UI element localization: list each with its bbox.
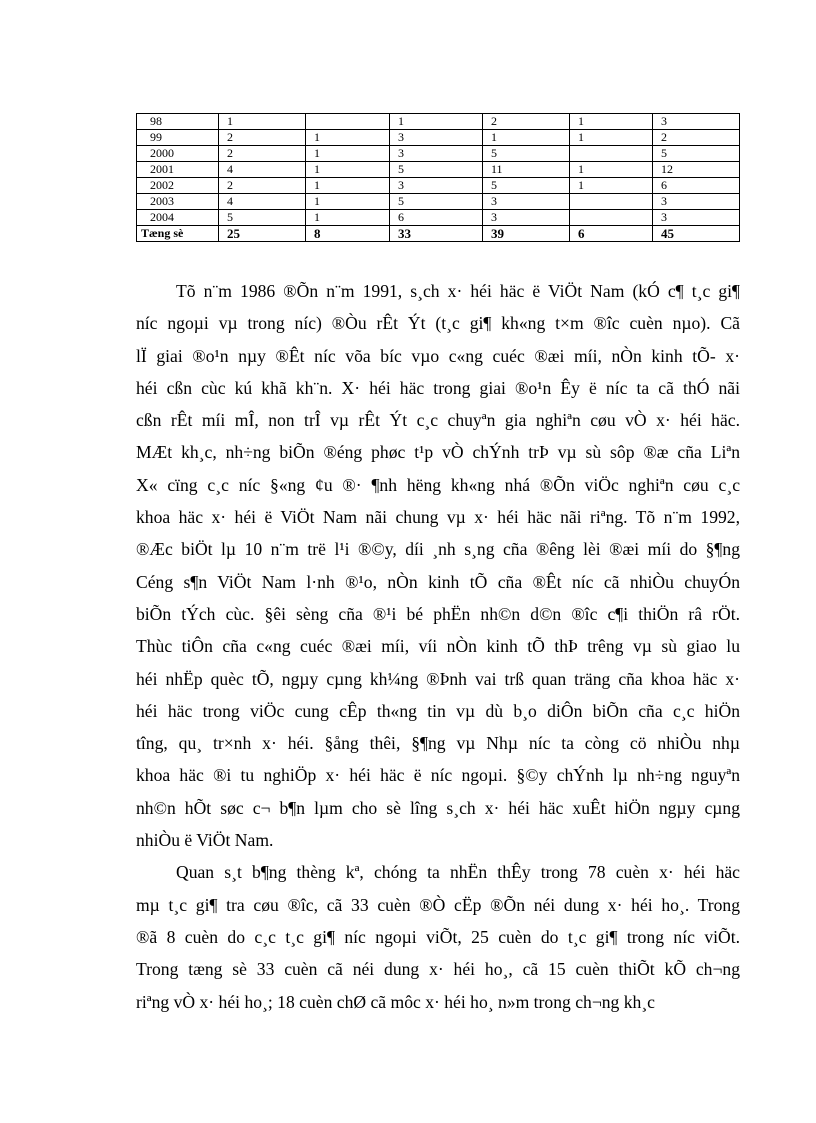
table-cell: 1: [306, 194, 390, 210]
text-line: Thùc tiÔn cña c«ng cuéc ®æi míi, víi nÒn kinh tÕ thÞ trêng vµ sù giao lu: [136, 636, 740, 657]
table-row-label: 99: [137, 130, 219, 146]
table-cell: 5: [219, 210, 306, 226]
table-cell: 6: [390, 210, 483, 226]
table-row: [137, 146, 740, 162]
table-cell: 11: [483, 162, 570, 178]
table-cell: [570, 146, 653, 162]
table-cell: 3: [390, 178, 483, 194]
table-cell: 1: [570, 114, 653, 130]
table-cell: 2: [483, 114, 570, 130]
text-line: Céng s¶n ViÖt Nam l·nh ®¹o, nÒn kinh tÕ cña ®Êt níc cã nhiÒu chuyÓn: [136, 571, 740, 592]
table-cell: 2: [219, 130, 306, 146]
table-cell: 1: [570, 162, 653, 178]
table-cell: 1: [306, 210, 390, 226]
table-row-label: 2003: [137, 194, 219, 210]
table-row-label: Tæng sè: [137, 226, 219, 242]
text-line: lÏ giai ®o¹n nµy ®Êt níc võa bíc vµo c«ng cuéc ®æi míi, nÒn kinh tÕ- x·: [136, 345, 740, 366]
table-cell: 3: [653, 114, 740, 130]
table-row-label: 2004: [137, 210, 219, 226]
table-cell: 3: [653, 194, 740, 210]
table-row: [137, 210, 740, 226]
paragraph: [136, 856, 740, 1017]
table-row-label: 2001: [137, 162, 219, 178]
table-cell: 1: [390, 114, 483, 130]
table-row: [137, 194, 740, 210]
table-cell: 3: [390, 130, 483, 146]
text-line: Tõ n¨m 1986 ®Õn n¨m 1991, s¸ch x· héi häc ë ViÖt Nam (kÓ c¶ t¸c gi¶: [176, 281, 740, 301]
table-total-row: [137, 226, 740, 242]
table-row: [137, 130, 740, 146]
text-line: níc ngoµi vµ trong níc) ®Òu rÊt Ýt (t¸c gi¶ kh«ng t×m ®îc cuèn nµo). Cã: [136, 313, 740, 334]
text-line: héi nhËp quèc tÕ, ngµy cµng kh¼ng ®Þnh vai trß quan träng cña khoa häc x·: [136, 668, 740, 689]
table-cell: 1: [570, 178, 653, 194]
table-cell: 2: [653, 130, 740, 146]
text-line: khoa häc x· héi ë ViÖt Nam nãi chung vµ x· héi häc nãi riªng. Tõ n¨m 1992,: [136, 507, 740, 528]
table-cell: 3: [483, 210, 570, 226]
table-cell: 5: [390, 194, 483, 210]
table-cell: [570, 210, 653, 226]
table-cell: 2: [219, 178, 306, 194]
table-cell: 6: [653, 178, 740, 194]
body-text: [136, 275, 740, 1018]
text-line: cßn rÊt míi mÎ, non trÎ vµ rÊt Ýt c¸c chuyªn gia nghiªn cøu vÒ x· héi häc.: [136, 410, 740, 431]
table-cell: 4: [219, 162, 306, 178]
table-cell: 25: [219, 226, 306, 242]
text-line: nhiÒu ë ViÖt Nam.: [136, 830, 274, 851]
table-cell: 3: [390, 146, 483, 162]
text-line: ®Æc biÖt lµ 10 n¨m trë l¹i ®©y, díi ¸nh s¸ng cña ®êng lèi ®æi míi do §¶ng: [136, 539, 740, 560]
table-cell: 5: [653, 146, 740, 162]
table-row: [137, 114, 740, 130]
table-cell: 8: [306, 226, 390, 242]
text-line: khoa häc ®i tu nghiÖp x· héi häc ë níc ngoµi. §©y chÝnh lµ nh÷ng nguyªn: [136, 765, 740, 786]
text-line: Trong tæng sè 33 cuèn cã néi dung x· héi ho¸, cã 15 cuèn thiÕt kÕ ch¬ng: [136, 959, 740, 980]
table-cell: 1: [570, 130, 653, 146]
table-cell: 1: [306, 178, 390, 194]
table-cell: 5: [483, 146, 570, 162]
table-cell: 45: [653, 226, 740, 242]
table-cell: 3: [483, 194, 570, 210]
table-cell: 1: [306, 130, 390, 146]
table-cell: 2: [219, 146, 306, 162]
text-line: Quan s¸t b¶ng thèng kª, chóng ta nhËn thÊy trong 78 cuèn x· héi häc: [176, 862, 740, 883]
text-line: MÆt kh¸c, nh÷ng biÕn ®éng phøc t¹p vÒ chÝnh trÞ vµ sù sôp ®æ cña Liªn: [136, 442, 740, 463]
text-line: mµ t¸c gi¶ tra cøu ®îc, cã 33 cuèn ®Ò cËp ®Õn néi dung x· héi ho¸. Trong: [136, 894, 740, 915]
text-line: héi cßn cùc kú khã kh¨n. X· héi häc trong giai ®o¹n Êy ë níc ta cã thÓ nãi: [136, 377, 740, 398]
text-line: nh©n hÕt søc c¬ b¶n lµm cho sè lîng s¸ch x· héi häc xuÊt hiÖn ngµy cµng: [136, 797, 740, 818]
table-cell: 12: [653, 162, 740, 178]
table-cell: 39: [483, 226, 570, 242]
table-row-label: 2000: [137, 146, 219, 162]
table-cell: 4: [219, 194, 306, 210]
table-cell: [570, 194, 653, 210]
table-row: [137, 178, 740, 194]
table-cell: 1: [306, 146, 390, 162]
text-line: tîng, qu¸ tr×nh x· héi. §ång thêi, §¶ng vµ Nhµ níc ta còng cö nhiÒu nhµ: [136, 733, 740, 754]
table-cell: 3: [653, 210, 740, 226]
table-cell: 1: [219, 114, 306, 130]
text-line: héi häc trong viÖc cung cÊp th«ng tin vµ dù b¸o diÔn biÕn cña c¸c hiÖn: [136, 700, 740, 721]
table-row: [137, 162, 740, 178]
table-cell: [306, 114, 390, 130]
text-line: ®ã 8 cuèn do c¸c t¸c gi¶ níc ngoµi viÕt, 25 cuèn do t¸c gi¶ trong níc viÕt.: [136, 926, 740, 947]
table-cell: 1: [306, 162, 390, 178]
table-cell: 5: [390, 162, 483, 178]
table-row-label: 98: [137, 114, 219, 130]
table-row-label: 2002: [137, 178, 219, 194]
table-cell: 1: [483, 130, 570, 146]
statistics-table: [136, 113, 740, 242]
table-cell: 33: [390, 226, 483, 242]
table-cell: 5: [483, 178, 570, 194]
text-line: X« cïng c¸c níc §«ng ¢u ®· ¶nh hëng kh«ng nhá ®Õn viÖc nghiªn cøu c¸c: [136, 474, 740, 495]
paragraph: [136, 275, 740, 856]
table-cell: 6: [570, 226, 653, 242]
text-line: biÕn tÝch cùc. §êi sèng cña ®¹i bé phËn nh©n d©n ®îc c¶i thiÖn râ rÖt.: [136, 603, 740, 624]
text-line: riªng vÒ x· héi ho¸; 18 cuèn chØ cã môc x· héi ho¸ n»m trong ch¬ng kh¸c: [136, 991, 655, 1012]
